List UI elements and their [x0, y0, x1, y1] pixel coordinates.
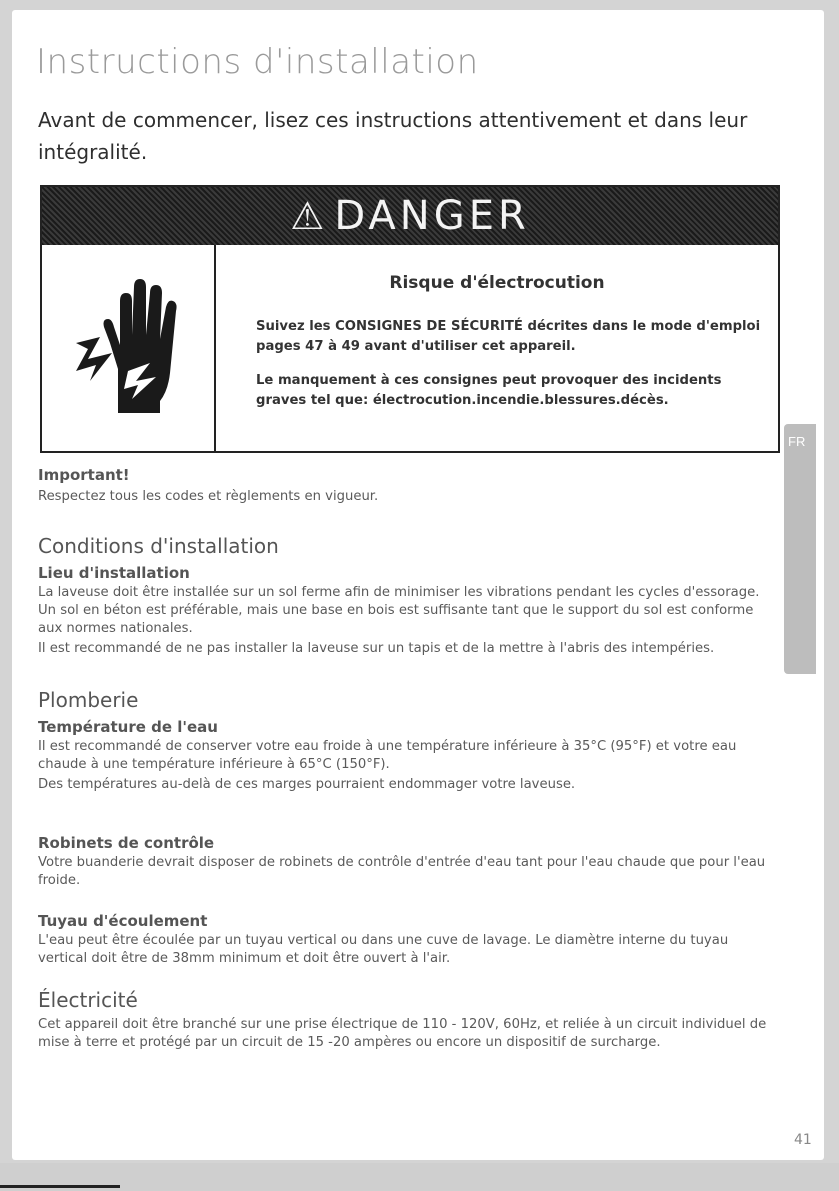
danger-header	[42, 187, 778, 245]
danger-paragraph-1: Suivez les CONSIGNES DE SÉCURITÉ décrites dans le mode d'emploi pages 47 à 49 avant d'utiliser cet appareil.	[256, 319, 761, 354]
lieu-text-1: La laveuse doit être installée sur un sol ferme afin de minimiser les vibrations pendant les cycles d'essorage. Un sol en béton est préférable, mais une base en bois est suffisante tant que le support du sol est conforme aux normes nationales.	[38, 585, 760, 636]
electricite-heading: Électricité	[38, 988, 138, 1012]
important-label: Important!	[38, 466, 130, 484]
plomberie-heading: Plomberie	[38, 688, 139, 712]
warning-triangle-icon: ⚠	[290, 194, 329, 238]
bottom-line	[0, 1185, 120, 1188]
intro-text: Avant de commencer, lisez ces instructions attentivement et dans leur intégralité.	[38, 108, 748, 164]
electric-shock-hand-icon	[70, 273, 180, 423]
electricite-text: Cet appareil doit être branché sur une prise électrique de 110 - 120V, 60Hz, et reliée à un circuit individuel de mise à terre et protégé par un circuit de 15 -20 ampères ou encore un dispositif de surcharge.	[38, 1017, 767, 1050]
language-tab-label: FR	[788, 434, 806, 449]
tuyau-label: Tuyau d'écoulement	[38, 912, 208, 930]
temperature-text-2: Des températures au-delà de ces marges pourraient endommager votre laveuse.	[38, 777, 576, 792]
robinets-text: Votre buanderie devrait disposer de robinets de contrôle d'entrée d'eau tant pour l'eau chaude que pour l'eau froide.	[38, 855, 766, 888]
important-text: Respectez tous les codes et règlements en vigueur.	[38, 489, 379, 504]
lieu-label: Lieu d'installation	[38, 564, 190, 582]
risk-title: Risque d'électrocution	[389, 273, 605, 293]
tuyau-text: L'eau peut être écoulée par un tuyau vertical ou dans une cuve de lavage. Le diamètre interne du tuyau vertical doit être de 38mm minimum et doit être ouvert à l'air.	[38, 933, 729, 966]
robinets-label: Robinets de contrôle	[38, 834, 215, 852]
danger-paragraph-2: Le manquement à ces consignes peut provoquer des incidents graves tel que: électrocution.incendie.blessures.décès.	[256, 373, 722, 408]
language-tab	[784, 424, 816, 674]
bottom-strip	[0, 1163, 839, 1191]
conditions-heading: Conditions d'installation	[38, 534, 279, 558]
page-title: Instructions d'installation	[36, 42, 479, 82]
temperature-text-1: Il est recommandé de conserver votre eau froide à une température inférieure à 35°C (95°F) et votre eau chaude à une température inférieure à 65°C (150°F).	[38, 739, 737, 772]
lieu-text-2: Il est recommandé de ne pas installer la laveuse sur un tapis et de la mettre à l'abris des intempéries.	[38, 641, 715, 656]
danger-box	[40, 185, 780, 453]
danger-label: DANGER	[334, 193, 530, 239]
page-number: 41	[794, 1132, 812, 1148]
temperature-label: Température de l'eau	[38, 718, 218, 736]
